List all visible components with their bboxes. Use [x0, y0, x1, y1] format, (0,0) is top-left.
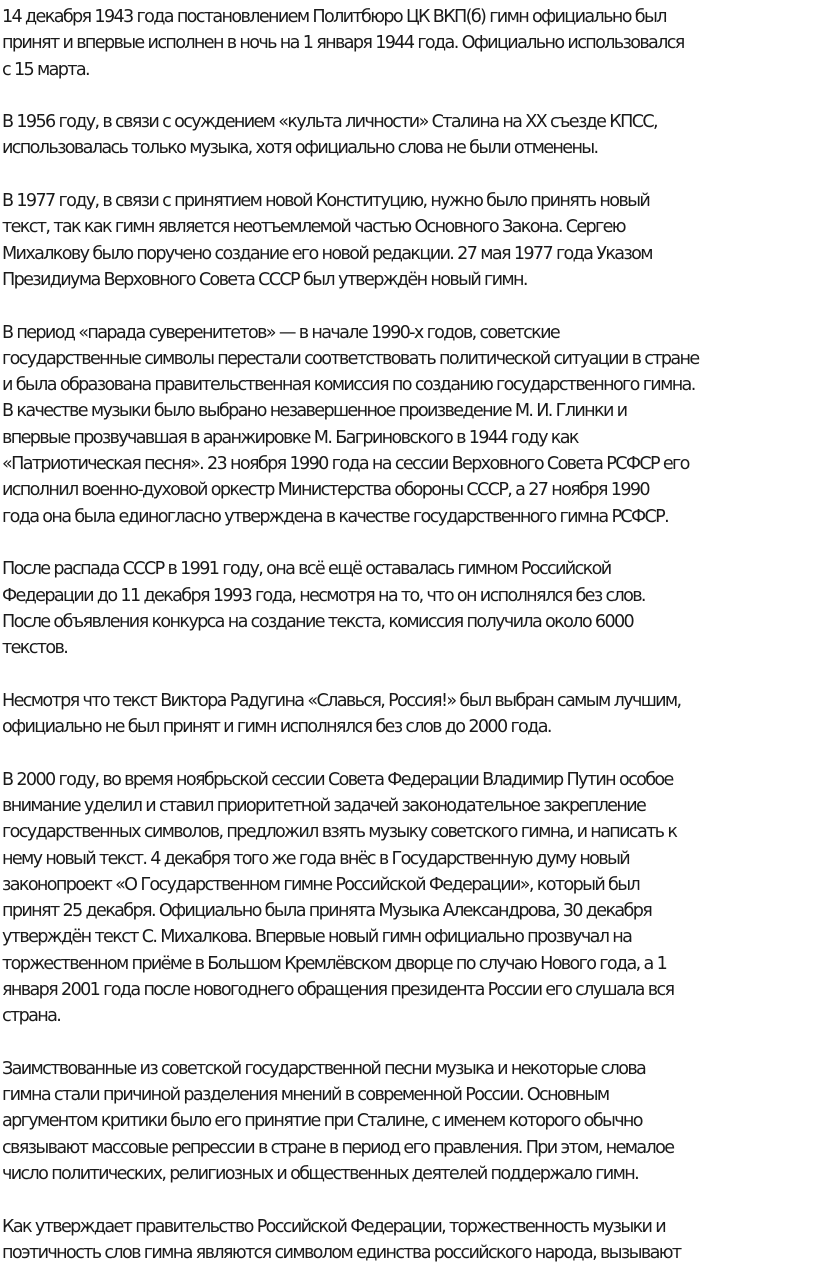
text-line: В качестве музыки было выбрано незавершенное произведение М. И. Глинки и [2, 401, 627, 422]
paragraph-criticism [2, 1056, 814, 1187]
text-line: Президиума Верховного Совета СССР был утверждён новый гимн. [2, 269, 527, 290]
text-line: связывают массовые репрессии в стране в период его правления. При этом, немалое [2, 1137, 674, 1158]
text-line: впервые прозвучавшая в аранжировке М. Багриновского в 1944 году как [2, 427, 578, 448]
text-line: 14 декабря 1943 года постановлением Политбюро ЦК ВКП(б) гимн официально был [2, 7, 666, 27]
text-line: поэтичность слов гимна являются символом единства российского народа, вызывают [2, 1242, 681, 1263]
text-line: года она была единогласно утверждена в качестве государственного гимна РСФСР. [2, 506, 669, 527]
text-line: «Патриотическая песня». 23 ноября 1990 года на сессии Верховного Совета РСФСР его [2, 454, 689, 475]
text-line: нему новый текст. 4 декабря того же года внёс в Государственную думу новый [2, 848, 630, 869]
text-line: В 1956 году, в связи с осуждением «культа личности» Сталина на XX съезде КПСС, [2, 112, 657, 133]
text-line: законопроект «О Государственном гимне Российской Федерации», который был [2, 874, 640, 895]
text-line: с 15 марта. [2, 59, 89, 80]
text-line: и была образована правительственная комиссия по созданию государственного гимна. [2, 375, 695, 396]
text-line: Заимствованные из советской государственной песни музыка и некоторые слова [2, 1058, 646, 1079]
text-line: страна. [2, 1006, 61, 1027]
paragraph-1977-new-text [2, 188, 814, 293]
text-line: государственных символов, предложил взять музыку советского гимна, и написать к [2, 822, 677, 843]
text-line: гимна стали причиной разделения мнений в современной России. Основным [2, 1085, 609, 1106]
text-line: принят и впервые исполнен в ночь на 1 января 1944 года. Официально использовался [2, 33, 684, 54]
text-line: использовалась только музыка, хотя официально слова не были отменены. [2, 138, 598, 159]
text-line: внимание уделил и ставил приоритетной задачей законодательное закрепление [2, 795, 646, 816]
text-line: Михалкову было поручено создание его новой редакции. 27 мая 1977 года Указом [2, 243, 652, 264]
text-line: В период «парада суверенитетов» — в начале 1990-х годов, советские [2, 322, 560, 343]
text-line: торжественном приёме в Большом Кремлёвском дворце по случаю Нового года, а 1 [2, 953, 667, 974]
text-line: официально не был принят и гимн исполнялся без слов до 2000 года. [2, 717, 551, 738]
paragraph-radugin-text [2, 688, 814, 741]
text-line: утверждён текст С. Михалкова. Впервые новый гимн официально прозвучал на [2, 927, 632, 948]
text-line: аргументом критики было его принятие при Сталине, с именем которого обычно [2, 1111, 642, 1132]
paragraph-government-position [2, 1214, 814, 1267]
text-line: Несмотря что текст Виктора Радугина «Славься, Россия!» был выбран самым лучшим, [2, 690, 681, 711]
text-line: исполнил военно-духовой оркестр Министерства обороны СССР, а 27 ноября 1990 [2, 480, 649, 501]
paragraph-1991-after-ussr [2, 556, 814, 661]
text-line: государственные символы перестали соответствовать политической ситуации в стране [2, 348, 699, 369]
text-line: В 1977 году, в связи с принятием новой Конституцию, нужно было принять новый [2, 191, 650, 212]
paragraph-1943-adoption [2, 4, 814, 83]
text-line: января 2001 года после новогоднего обращения президента России его слушала вся [2, 979, 674, 1000]
text-line: Федерации до 11 декабря 1993 года, несмотря на то, что он исполнялся без слов. [2, 585, 645, 606]
text-line: принят 25 декабря. Официально была принята Музыка Александрова, 30 декабря [2, 901, 652, 922]
text-line: текстов. [2, 638, 68, 659]
paragraph-2000-new-anthem [2, 767, 814, 1030]
paragraph-1956-music-only [2, 109, 814, 162]
text-line: текст, так как гимн является неотъемлемой частью Основного Закона. Сергею [2, 217, 625, 238]
text-line: В 2000 году, во время ноябрьской сессии Совета Федерации Владимир Путин особое [2, 769, 673, 790]
text-line: Как утверждает правительство Российской Федерации, торжественность музыки и [2, 1216, 666, 1237]
text-line: После распада СССР в 1991 году, она всё ещё оставалась гимном Российской [2, 559, 611, 580]
paragraph-1990-patriotic-song [2, 320, 814, 530]
text-line: После объявления конкурса на создание текста, комиссия получила около 6000 [2, 611, 634, 632]
text-line: число политических, религиозных и общественных деятелей поддержало гимн. [2, 1164, 639, 1185]
